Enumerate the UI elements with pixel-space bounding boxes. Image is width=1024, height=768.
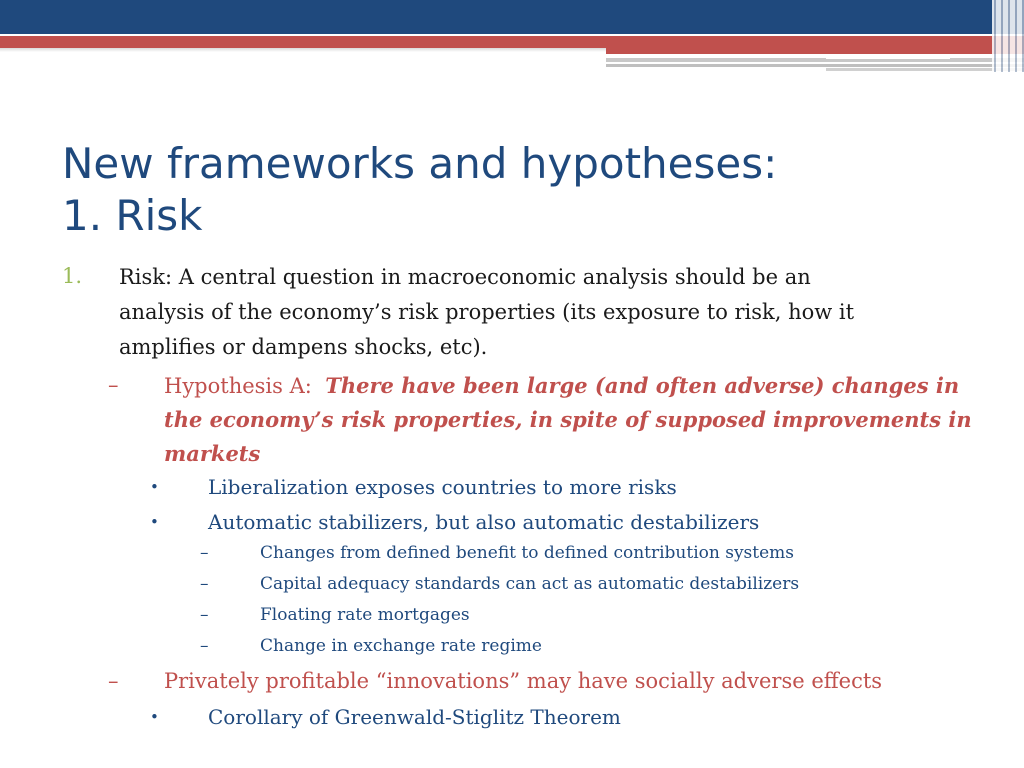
hypothesis-emphasis: the economy’s risk properties, in spite of supposed improvements in (164, 407, 972, 432)
hypothesis-a (164, 369, 984, 471)
sub-bullet-item: Capital adequacy standards can act as automatic destabilizers (260, 574, 800, 594)
list-item-text: Risk: A central question in macroeconomic analysis should be an (119, 265, 811, 289)
header-right-red (606, 40, 1024, 54)
dash-marker: – (108, 669, 119, 693)
sub-bullet-item: Changes from defined benefit to defined contribution systems (260, 543, 795, 563)
slide-title-line1: New frameworks and hypotheses: (62, 139, 778, 188)
list-number: 1. (62, 264, 83, 288)
header-vertical-stripes (992, 0, 1024, 72)
bullet-marker: • (150, 513, 159, 531)
sub-bullet-item: Floating rate mortgages (260, 605, 470, 625)
hypothesis-prefix: Hypothesis A: (164, 374, 326, 398)
dash-marker: – (200, 574, 209, 594)
bullet-item: Automatic stabilizers, but also automatic destabilizers (208, 510, 760, 534)
hypothesis-emphasis: markets (164, 441, 261, 466)
bullet-marker: • (150, 708, 159, 726)
slide-title-line2: 1. Risk (62, 191, 203, 240)
dash-marker: – (200, 543, 209, 563)
dash-marker: – (108, 373, 119, 397)
hypothesis-emphasis: There have been large (and often adverse) changes in (325, 373, 960, 398)
sub-bullet-item: Change in exchange rate regime (260, 636, 542, 656)
bullet-item: Corollary of Greenwald-Stiglitz Theorem (208, 705, 621, 729)
header-right-line (606, 58, 1024, 62)
point-b: Privately profitable “innovations” may have socially adverse effects (164, 669, 883, 693)
slide-title (62, 138, 962, 242)
header-right-line (826, 56, 950, 59)
list-item-text: amplifies or dampens shocks, etc). (119, 335, 488, 359)
header-band-blue (0, 0, 1024, 34)
header-right-line (606, 64, 1024, 67)
dash-marker: – (200, 636, 209, 656)
dash-marker: – (200, 605, 209, 625)
list-item-text: analysis of the economy’s risk properties (its exposure to risk, how it (119, 300, 855, 324)
list-item-risk (119, 260, 979, 365)
bullet-item: Liberalization exposes countries to more risks (208, 475, 677, 499)
bullet-marker: • (150, 478, 159, 496)
